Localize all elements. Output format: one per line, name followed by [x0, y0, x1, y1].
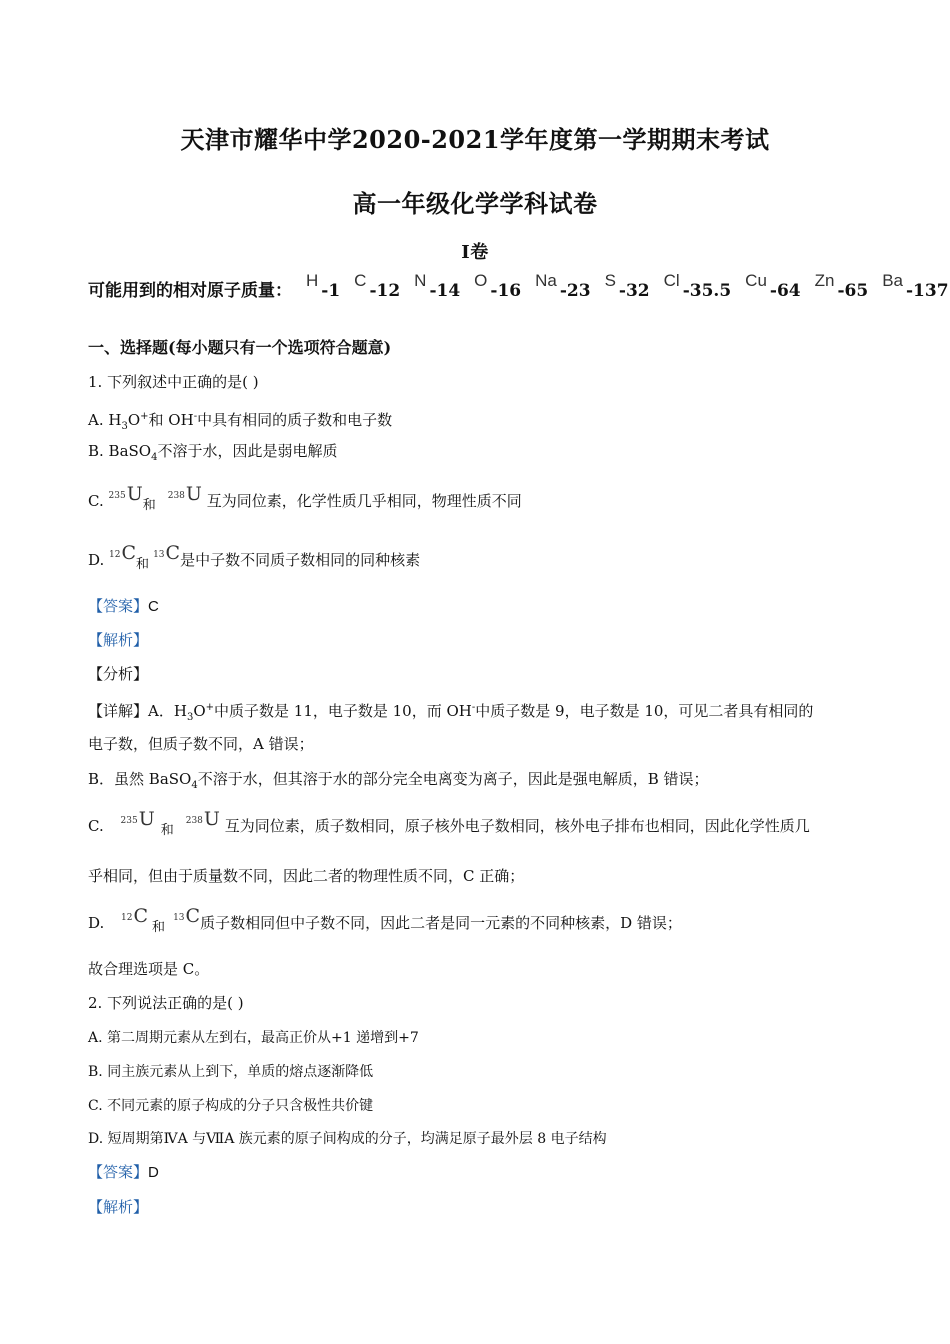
answer-value: C [148, 598, 159, 615]
nuclide-symbol: C [121, 542, 137, 564]
element-mass: -35.5 [682, 281, 732, 301]
option-label: C. [88, 817, 104, 835]
atomic-mass-row [88, 271, 949, 302]
answer-tag: 【答案】 [88, 597, 149, 615]
subscript: 4 [191, 780, 198, 791]
element-mass: -64 [769, 281, 801, 301]
question-2-option-b: B. 同主族元素从上到下，单质的熔点逐渐降低 [88, 1064, 374, 1080]
mass-number: 12 [121, 913, 133, 923]
element-symbol: N [414, 271, 427, 290]
section-heading: 一、选择题(每小题只有一个选项符合题意) [88, 338, 392, 357]
option-text: A. H [88, 411, 122, 429]
option-text: 和 OH [148, 411, 194, 429]
subscript: 4 [151, 452, 158, 463]
detail-a-line1 [88, 697, 878, 729]
conjunction: 和 [152, 920, 166, 935]
nuclide-symbol: C [133, 905, 149, 927]
detail-d [88, 905, 878, 937]
element-mass: -23 [559, 281, 591, 301]
element-symbol: Cu [745, 271, 767, 290]
option-label: D. [88, 914, 105, 932]
superscript: - [471, 702, 476, 713]
conjunction: 和 [160, 823, 174, 838]
question-2-stem: 2. 下列说法正确的是( ) [88, 994, 244, 1012]
question-2-answer [88, 1161, 878, 1184]
volume-label: I卷 [461, 242, 489, 263]
mass-number: 12 [109, 550, 121, 560]
detail-text: A．H [148, 702, 187, 720]
subscript: 3 [121, 421, 128, 432]
question-1-conclusion: 故合理选项是 C。 [88, 960, 210, 978]
exam-subtitle: 高一年级化学学科试卷 [352, 189, 598, 218]
mass-number: 235 [108, 491, 126, 501]
nuclide-symbol: C [185, 905, 201, 927]
option-text: 中具有相同的质子数和电子数 [197, 411, 393, 429]
answer-value: D [148, 1164, 159, 1181]
question-2-option-d: D. 短周期第ⅣA 与ⅦA 族元素的原子间构成的分子，均满足原子最外层 8 电子结构 [88, 1131, 607, 1147]
nuclide-symbol: U [185, 483, 202, 505]
question-2-option-a: A. 第二周期元素从左到右，最高正价从+1 递增到+7 [88, 1030, 419, 1046]
element-mass: -137 [905, 281, 949, 301]
question-1-answer [88, 595, 878, 618]
element-symbol: O [474, 271, 488, 290]
option-label: C. [88, 492, 104, 510]
mass-number: 235 [120, 816, 138, 826]
detail-c-line1 [88, 808, 878, 840]
option-label: D. [88, 551, 105, 569]
mass-number: 13 [173, 913, 185, 923]
element-symbol: H [306, 271, 319, 290]
detail-b [88, 768, 878, 797]
detail-text: 质子数相同但中子数不同，因此二者是同一元素的不同种核素，D 错误； [200, 914, 682, 932]
detail-tag: 【详解】 [88, 702, 149, 720]
mass-number: 13 [153, 550, 165, 560]
option-text: 是中子数不同质子数相同的同种核素 [180, 551, 421, 569]
option-text: O [127, 411, 141, 429]
question-1-fenxi-tag: 【分析】 [88, 665, 149, 683]
element-mass: -65 [837, 281, 869, 301]
nuclide-symbol: C [165, 542, 181, 564]
detail-text: B．虽然 BaSO [88, 770, 192, 788]
conjunction: 和 [136, 557, 150, 572]
question-1-option-c [88, 483, 878, 515]
question-1-option-d [88, 542, 878, 574]
mass-number: 238 [167, 491, 185, 501]
detail-text: 不溶于水，但其溶于水的部分完全电离变为离子，因此是强电解质，B 错误； [197, 770, 709, 788]
element-symbol: Zn [814, 271, 835, 290]
atomic-mass-label: 可能用到的相对原子质量： [88, 281, 292, 301]
question-1-option-b [88, 440, 878, 469]
question-1-analysis-tag: 【解析】 [88, 631, 149, 649]
detail-c-line2: 乎相同，但由于质量数不同，因此二者的物理性质不同，C 正确； [88, 867, 525, 885]
element-symbol: S [604, 271, 616, 290]
mass-number: 238 [185, 816, 203, 826]
option-text: B. BaSO [88, 442, 152, 460]
question-2-analysis-tag: 【解析】 [88, 1198, 149, 1216]
element-mass: -1 [321, 281, 341, 301]
option-text: 互为同位素，化学性质几乎相同，物理性质不同 [206, 492, 522, 510]
nuclide-symbol: U [126, 483, 143, 505]
conjunction: 和 [142, 498, 156, 513]
detail-text: 互为同位素，质子数相同，原子核外电子数相同，核外电子排布也相同，因此化学性质几 [224, 817, 810, 835]
superscript: - [193, 411, 198, 422]
question-1-option-a [88, 406, 878, 438]
detail-text: 中质子数是 9，电子数是 10，可见二者具有相同的 [475, 702, 814, 720]
element-symbol: Na [535, 271, 557, 290]
superscript: + [205, 702, 215, 713]
nuclide-symbol: U [138, 808, 155, 830]
element-symbol: C [354, 271, 367, 290]
option-text: 不溶于水，因此是弱电解质 [157, 442, 338, 460]
element-symbol: Ba [882, 271, 903, 290]
answer-tag: 【答案】 [88, 1163, 149, 1181]
nuclide-symbol: U [203, 808, 220, 830]
exam-title: 天津市耀华中学2020-2021学年度第一学期期末考试 [180, 125, 770, 154]
question-1-stem: 1. 下列叙述中正确的是( ) [88, 373, 259, 391]
detail-a-line2: 电子数，但质子数不同，A 错误； [88, 735, 314, 753]
element-mass: -16 [490, 281, 522, 301]
element-symbol: Cl [663, 271, 680, 290]
element-mass: -14 [429, 281, 461, 301]
detail-text: 中质子数是 11，电子数是 10，而 OH [214, 702, 472, 720]
detail-text: O [193, 702, 206, 720]
superscript: + [140, 411, 149, 422]
subscript: 3 [186, 712, 194, 723]
question-2-option-c: C. 不同元素的原子构成的分子只含极性共价键 [88, 1098, 374, 1114]
element-mass: -32 [618, 281, 650, 301]
element-mass: -12 [369, 281, 401, 301]
